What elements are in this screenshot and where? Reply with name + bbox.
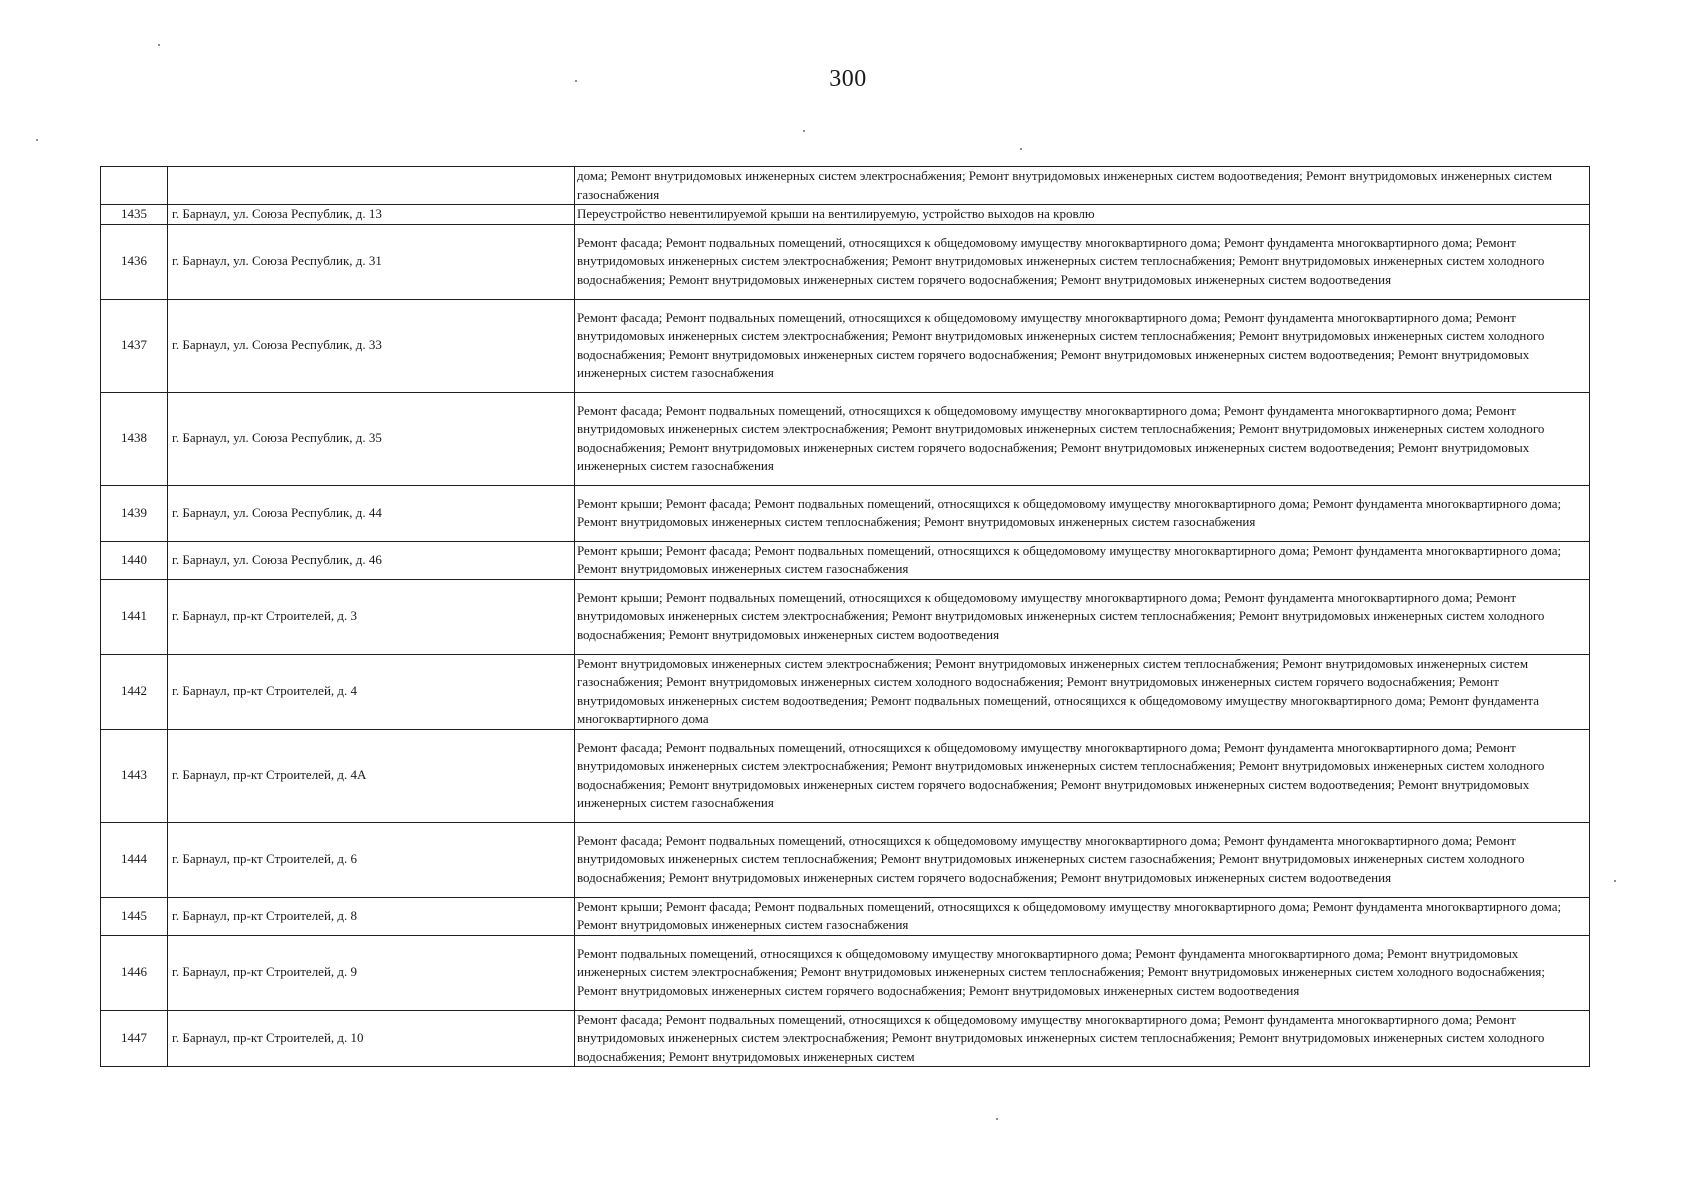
table-row	[101, 205, 1590, 225]
page-number: 300	[829, 66, 867, 92]
repair-works-cell: Ремонт фасада; Ремонт подвальных помещений, относящихся к общедомовому имуществу многоквартирного дома; Ремонт фундамента многоквартирного дома; Ремонт внутридомовых инженерных систем электроснабжения; Ремонт внутридомовых инженерных систем теплоснабжения; Ремонт внутридомовых инженерных систем холодного водоснабжения; Ремонт внутридомовых инженерных систем горячего водоснабжения; Ремонт внутридомовых инженерных систем водоотведения; Ремонт внутридомовых инженерных систем газоснабжения	[575, 729, 1590, 822]
scan-speck	[1020, 148, 1022, 150]
table-row	[101, 224, 1590, 299]
row-number-cell: 1437	[101, 299, 168, 392]
address-cell: г. Барнаул, ул. Союза Республик, д. 33	[168, 299, 575, 392]
repair-works-cell: дома; Ремонт внутридомовых инженерных систем электроснабжения; Ремонт внутридомовых инженерных систем водоотведения; Ремонт внутридомовых инженерных систем газоснабжения	[575, 167, 1590, 205]
repair-registry-table	[100, 166, 1590, 1067]
address-cell: г. Барнаул, пр-кт Строителей, д. 4	[168, 654, 575, 729]
scan-speck	[996, 1118, 998, 1120]
table-row	[101, 167, 1590, 205]
table-row	[101, 299, 1590, 392]
repair-works-cell: Ремонт крыши; Ремонт фасада; Ремонт подвальных помещений, относящихся к общедомовому имуществу многоквартирного дома; Ремонт фундамента многоквартирного дома; Ремонт внутридомовых инженерных систем газоснабжения	[575, 541, 1590, 579]
table-row	[101, 729, 1590, 822]
row-number-cell: 1442	[101, 654, 168, 729]
repair-works-cell: Ремонт фасада; Ремонт подвальных помещений, относящихся к общедомовому имуществу многоквартирного дома; Ремонт фундамента многоквартирного дома; Ремонт внутридомовых инженерных систем теплоснабжения; Ремонт внутридомовых инженерных систем газоснабжения; Ремонт внутридомовых инженерных систем холодного водоснабжения; Ремонт внутридомовых инженерных систем горячего водоснабжения; Ремонт внутридомовых инженерных систем водоотведения	[575, 822, 1590, 897]
address-cell: г. Барнаул, пр-кт Строителей, д. 6	[168, 822, 575, 897]
table-row	[101, 897, 1590, 935]
scan-speck	[1614, 880, 1616, 882]
table-row	[101, 822, 1590, 897]
address-cell: г. Барнаул, ул. Союза Республик, д. 35	[168, 392, 575, 485]
address-cell: г. Барнаул, ул. Союза Республик, д. 31	[168, 224, 575, 299]
table-row	[101, 541, 1590, 579]
repair-works-cell: Ремонт подвальных помещений, относящихся к общедомовому имуществу многоквартирного дома; Ремонт фундамента многоквартирного дома; Ремонт внутридомовых инженерных систем электроснабжения; Ремонт внутридомовых инженерных систем теплоснабжения; Ремонт внутридомовых инженерных систем холодного водоснабжения; Ремонт внутридомовых инженерных систем горячего водоснабжения; Ремонт внутридомовых инженерных систем водоотведения	[575, 935, 1590, 1010]
row-number-cell: 1444	[101, 822, 168, 897]
address-cell: г. Барнаул, ул. Союза Республик, д. 13	[168, 205, 575, 225]
address-cell	[168, 167, 575, 205]
table-row	[101, 935, 1590, 1010]
address-cell: г. Барнаул, пр-кт Строителей, д. 8	[168, 897, 575, 935]
scan-speck	[575, 80, 577, 82]
repair-works-cell: Ремонт крыши; Ремонт фасада; Ремонт подвальных помещений, относящихся к общедомовому имуществу многоквартирного дома; Ремонт фундамента многоквартирного дома; Ремонт внутридомовых инженерных систем теплоснабжения; Ремонт внутридомовых инженерных систем газоснабжения	[575, 485, 1590, 541]
repair-works-cell: Ремонт крыши; Ремонт фасада; Ремонт подвальных помещений, относящихся к общедомовому имуществу многоквартирного дома; Ремонт фундамента многоквартирного дома; Ремонт внутридомовых инженерных систем газоснабжения	[575, 897, 1590, 935]
table-row	[101, 392, 1590, 485]
row-number-cell: 1435	[101, 205, 168, 225]
scan-speck	[803, 130, 805, 132]
repair-works-cell: Переустройство невентилируемой крыши на вентилируемую, устройство выходов на кровлю	[575, 205, 1590, 225]
repair-works-cell: Ремонт фасада; Ремонт подвальных помещений, относящихся к общедомовому имуществу многоквартирного дома; Ремонт фундамента многоквартирного дома; Ремонт внутридомовых инженерных систем электроснабжения; Ремонт внутридомовых инженерных систем теплоснабжения; Ремонт внутридомовых инженерных систем холодного водоснабжения; Ремонт внутридомовых инженерных систем	[575, 1010, 1590, 1067]
row-number-cell	[101, 167, 168, 205]
row-number-cell: 1447	[101, 1010, 168, 1067]
scan-speck	[158, 44, 160, 46]
repair-works-cell: Ремонт фасада; Ремонт подвальных помещений, относящихся к общедомовому имуществу многоквартирного дома; Ремонт фундамента многоквартирного дома; Ремонт внутридомовых инженерных систем электроснабжения; Ремонт внутридомовых инженерных систем теплоснабжения; Ремонт внутридомовых инженерных систем холодного водоснабжения; Ремонт внутридомовых инженерных систем горячего водоснабжения; Ремонт внутридомовых инженерных систем водоотведения; Ремонт внутридомовых инженерных систем газоснабжения	[575, 299, 1590, 392]
row-number-cell: 1441	[101, 579, 168, 654]
row-number-cell: 1440	[101, 541, 168, 579]
table-row	[101, 485, 1590, 541]
address-cell: г. Барнаул, пр-кт Строителей, д. 3	[168, 579, 575, 654]
table-row	[101, 1010, 1590, 1067]
row-number-cell: 1445	[101, 897, 168, 935]
row-number-cell: 1439	[101, 485, 168, 541]
address-cell: г. Барнаул, пр-кт Строителей, д. 9	[168, 935, 575, 1010]
address-cell: г. Барнаул, ул. Союза Республик, д. 46	[168, 541, 575, 579]
address-cell: г. Барнаул, ул. Союза Республик, д. 44	[168, 485, 575, 541]
repair-works-cell: Ремонт внутридомовых инженерных систем электроснабжения; Ремонт внутридомовых инженерных систем теплоснабжения; Ремонт внутридомовых инженерных систем газоснабжения; Ремонт внутридомовых инженерных систем холодного водоснабжения; Ремонт внутридомовых инженерных систем горячего водоснабжения; Ремонт внутридомовых инженерных систем водоотведения; Ремонт подвальных помещений, относящихся к общедомовому имуществу многоквартирного дома; Ремонт фундамента многоквартирного дома	[575, 654, 1590, 729]
address-cell: г. Барнаул, пр-кт Строителей, д. 4А	[168, 729, 575, 822]
row-number-cell: 1446	[101, 935, 168, 1010]
repair-works-cell: Ремонт фасада; Ремонт подвальных помещений, относящихся к общедомовому имуществу многоквартирного дома; Ремонт фундамента многоквартирного дома; Ремонт внутридомовых инженерных систем электроснабжения; Ремонт внутридомовых инженерных систем теплоснабжения; Ремонт внутридомовых инженерных систем холодного водоснабжения; Ремонт внутридомовых инженерных систем горячего водоснабжения; Ремонт внутридомовых инженерных систем водоотведения	[575, 224, 1590, 299]
table-row	[101, 654, 1590, 729]
scan-speck	[36, 139, 38, 141]
row-number-cell: 1438	[101, 392, 168, 485]
repair-works-cell: Ремонт крыши; Ремонт подвальных помещений, относящихся к общедомовому имуществу многоквартирного дома; Ремонт фундамента многоквартирного дома; Ремонт внутридомовых инженерных систем электроснабжения; Ремонт внутридомовых инженерных систем теплоснабжения; Ремонт внутридомовых инженерных систем холодного водоснабжения; Ремонт внутридомовых инженерных систем водоотведения	[575, 579, 1590, 654]
repair-works-cell: Ремонт фасада; Ремонт подвальных помещений, относящихся к общедомовому имуществу многоквартирного дома; Ремонт фундамента многоквартирного дома; Ремонт внутридомовых инженерных систем электроснабжения; Ремонт внутридомовых инженерных систем теплоснабжения; Ремонт внутридомовых инженерных систем холодного водоснабжения; Ремонт внутридомовых инженерных систем горячего водоснабжения; Ремонт внутридомовых инженерных систем водоотведения; Ремонт внутридомовых инженерных систем газоснабжения	[575, 392, 1590, 485]
row-number-cell: 1436	[101, 224, 168, 299]
table-row	[101, 579, 1590, 654]
row-number-cell: 1443	[101, 729, 168, 822]
address-cell: г. Барнаул, пр-кт Строителей, д. 10	[168, 1010, 575, 1067]
